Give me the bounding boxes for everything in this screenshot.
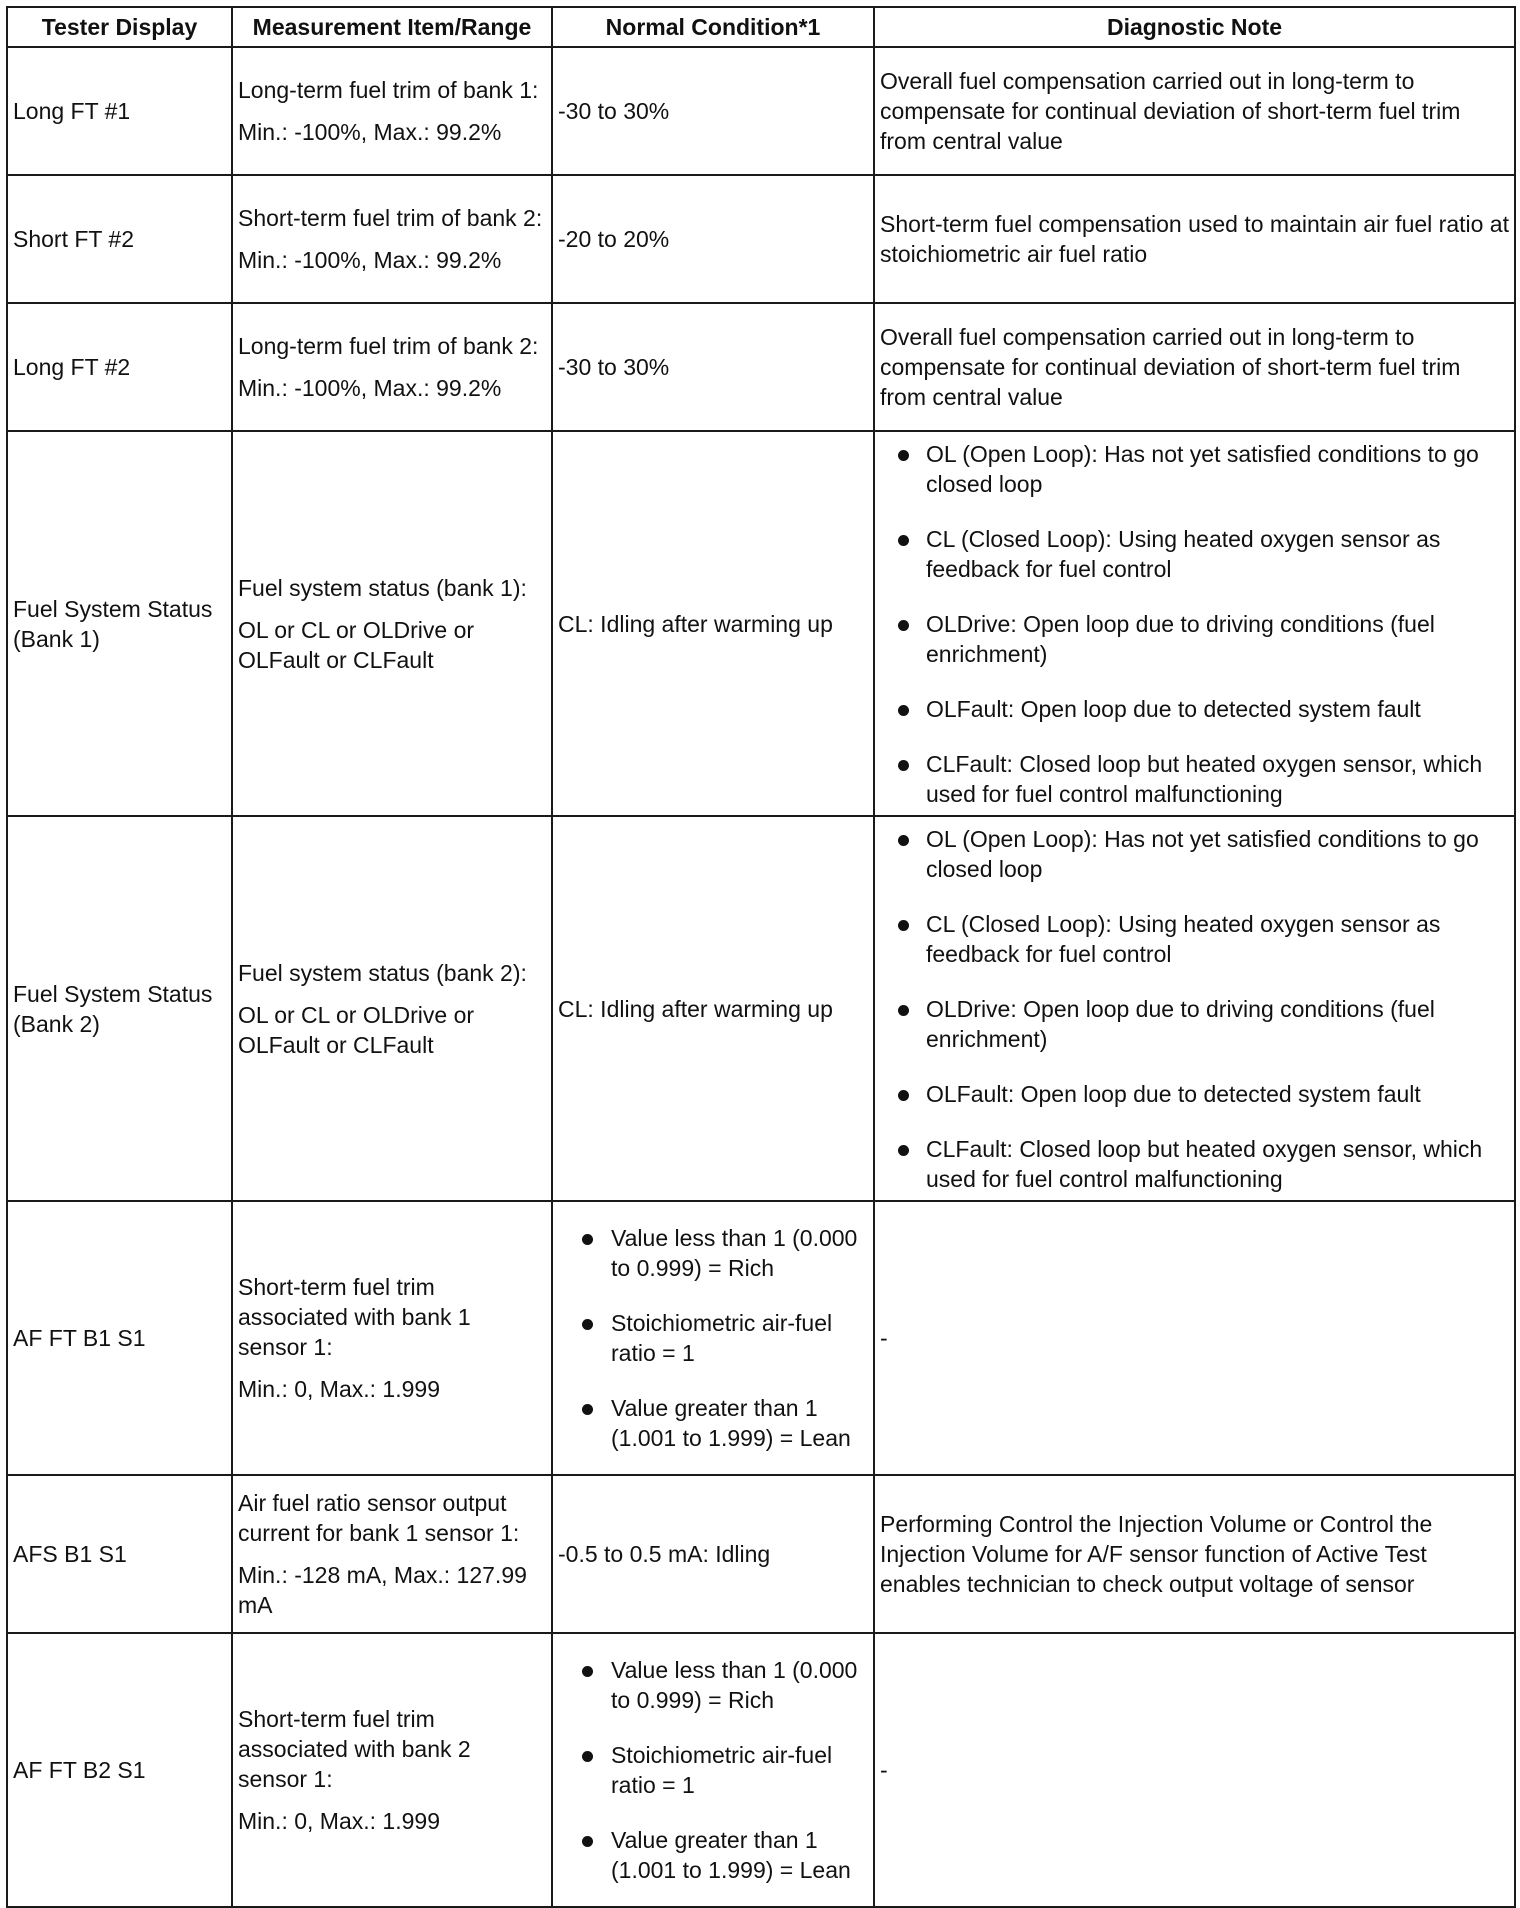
measurement-range: Min.: -100%, Max.: 99.2% — [238, 375, 502, 401]
measurement-item: Fuel system status (bank 2): — [238, 959, 527, 986]
diagnostic-note-cell: - — [874, 1201, 1515, 1475]
diagnostic-note-cell: Overall fuel compensation carried out in long-term to compensate for continual deviation of short-term fuel trim from central value — [874, 47, 1515, 175]
table-row — [7, 1201, 1515, 1475]
normal-condition-cell: -0.5 to 0.5 mA: Idling — [552, 1475, 874, 1633]
data-list-table — [6, 6, 1516, 1908]
list-item: Stoichiometric air-fuel ratio = 1 — [558, 1740, 868, 1800]
normal-bullet-list — [558, 1223, 868, 1453]
diagnostic-note-cell: Overall fuel compensation carried out in long-term to compensate for continual deviation of short-term fuel trim from central value — [874, 303, 1515, 431]
measurement-cell — [232, 1633, 552, 1907]
table-row — [7, 1475, 1515, 1633]
list-item: OLDrive: Open loop due to driving conditions (fuel enrichment) — [880, 994, 1509, 1054]
list-item: OL (Open Loop): Has not yet satisfied conditions to go closed loop — [880, 439, 1509, 499]
measurement-range: Min.: -100%, Max.: 99.2% — [238, 119, 502, 145]
tester-display-cell: AFS B1 S1 — [7, 1475, 232, 1633]
tester-display-cell: Short FT #2 — [7, 175, 232, 303]
tester-display-cell: Fuel System Status (Bank 1) — [7, 431, 232, 816]
measurement-range: OL or CL or OLDrive or OLFault or CLFault — [238, 616, 475, 673]
list-item: Stoichiometric air-fuel ratio = 1 — [558, 1308, 868, 1368]
measurement-item: Short-term fuel trim associated with bank 1 sensor 1: — [238, 1274, 471, 1360]
measurement-item: Short-term fuel trim of bank 2: — [238, 205, 543, 231]
table-row — [7, 816, 1515, 1201]
diagnostic-note-cell: Short-term fuel compensation used to maintain air fuel ratio at stoichiometric air fuel ratio — [874, 175, 1515, 303]
measurement-item: Air fuel ratio sensor output current for bank 1 sensor 1: — [238, 1490, 520, 1546]
document-page — [6, 6, 1514, 1908]
measurement-cell — [232, 1201, 552, 1475]
header-measurement-item: Measurement Item/Range — [232, 7, 552, 47]
measurement-cell — [232, 816, 552, 1201]
list-item: CL (Closed Loop): Using heated oxygen sensor as feedback for fuel control — [880, 524, 1509, 584]
normal-condition-cell — [552, 1201, 874, 1475]
list-item: CLFault: Closed loop but heated oxygen sensor, which used for fuel control malfunctioning — [880, 1134, 1509, 1194]
normal-bullet-list — [558, 1655, 868, 1885]
measurement-range: OL or CL or OLDrive or OLFault or CLFault — [238, 1001, 475, 1058]
measurement-cell — [232, 431, 552, 816]
tester-display-cell: AF FT B2 S1 — [7, 1633, 232, 1907]
measurement-cell — [232, 175, 552, 303]
measurement-cell — [232, 1475, 552, 1633]
note-bullet-list — [880, 439, 1509, 809]
normal-condition-cell: -30 to 30% — [552, 303, 874, 431]
list-item: CL (Closed Loop): Using heated oxygen sensor as feedback for fuel control — [880, 909, 1509, 969]
list-item: OLFault: Open loop due to detected system fault — [880, 1079, 1509, 1109]
measurement-range: Min.: -100%, Max.: 99.2% — [238, 247, 502, 273]
diagnostic-note-cell: - — [874, 1633, 1515, 1907]
measurement-range: Min.: -128 mA, Max.: 127.99 mA — [238, 1562, 527, 1618]
list-item: OL (Open Loop): Has not yet satisfied conditions to go closed loop — [880, 824, 1509, 884]
header-tester-display: Tester Display — [7, 7, 232, 47]
list-item: Value greater than 1 (1.001 to 1.999) = Lean — [558, 1825, 868, 1885]
tester-display-cell: AF FT B1 S1 — [7, 1201, 232, 1475]
normal-condition-cell: -20 to 20% — [552, 175, 874, 303]
list-item: Value less than 1 (0.000 to 0.999) = Rich — [558, 1223, 868, 1283]
table-row — [7, 47, 1515, 175]
table-row — [7, 303, 1515, 431]
measurement-range: Min.: 0, Max.: 1.999 — [238, 1376, 440, 1402]
header-normal-condition: Normal Condition*1 — [552, 7, 874, 47]
measurement-range: Min.: 0, Max.: 1.999 — [238, 1808, 440, 1834]
normal-condition-cell: CL: Idling after warming up — [552, 816, 874, 1201]
table-row — [7, 431, 1515, 816]
normal-condition-cell: CL: Idling after warming up — [552, 431, 874, 816]
tester-display-cell: Long FT #2 — [7, 303, 232, 431]
measurement-cell — [232, 47, 552, 175]
tester-display-cell: Fuel System Status (Bank 2) — [7, 816, 232, 1201]
normal-condition-cell: -30 to 30% — [552, 47, 874, 175]
measurement-item: Long-term fuel trim of bank 1: — [238, 77, 539, 103]
header-row — [7, 7, 1515, 47]
table-row — [7, 175, 1515, 303]
list-item: OLFault: Open loop due to detected system fault — [880, 694, 1509, 724]
measurement-item: Fuel system status (bank 1): — [238, 574, 527, 601]
list-item: CLFault: Closed loop but heated oxygen sensor, which used for fuel control malfunctioning — [880, 749, 1509, 809]
note-bullet-list — [880, 824, 1509, 1194]
diagnostic-note-cell — [874, 816, 1515, 1201]
table-row — [7, 1633, 1515, 1907]
diagnostic-note-cell — [874, 431, 1515, 816]
list-item: Value less than 1 (0.000 to 0.999) = Rich — [558, 1655, 868, 1715]
normal-condition-cell — [552, 1633, 874, 1907]
tester-display-cell: Long FT #1 — [7, 47, 232, 175]
diagnostic-note-cell: Performing Control the Injection Volume or Control the Injection Volume for A/F sensor function of Active Test enables technician to check output voltage of sensor — [874, 1475, 1515, 1633]
measurement-item: Short-term fuel trim associated with bank 2 sensor 1: — [238, 1706, 471, 1792]
header-diagnostic-note: Diagnostic Note — [874, 7, 1515, 47]
list-item: OLDrive: Open loop due to driving conditions (fuel enrichment) — [880, 609, 1509, 669]
measurement-cell — [232, 303, 552, 431]
measurement-item: Long-term fuel trim of bank 2: — [238, 333, 539, 359]
list-item: Value greater than 1 (1.001 to 1.999) = Lean — [558, 1393, 868, 1453]
